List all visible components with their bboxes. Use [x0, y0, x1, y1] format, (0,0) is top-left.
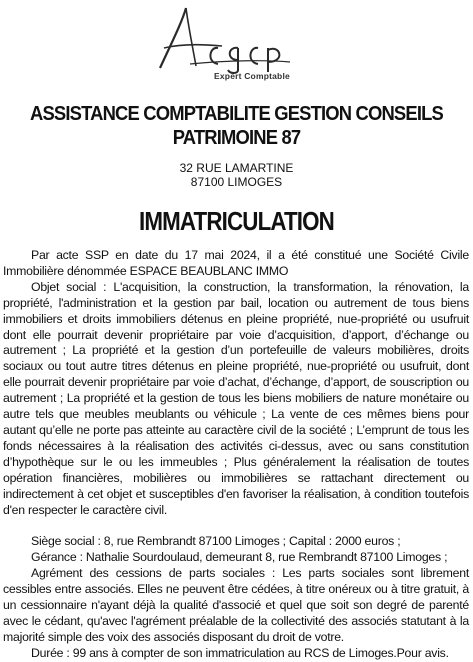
org-name-line2: PATRIMOINE 87: [172, 127, 301, 149]
paragraph-duree: Durée : 99 ans à compter de son immatriculation au RCS de Limoges.Pour avis.: [31, 645, 449, 660]
notice-title: IMMATRICULATION: [139, 206, 334, 236]
logo-tagline: Expert Comptable: [214, 71, 290, 81]
paragraph-siege-capital: Siège social : 8, rue Rembrandt 87100 Limoges ; Capital : 2000 euros ;: [31, 534, 401, 549]
address-street: 32 RUE LAMARTINE: [179, 161, 294, 175]
company-logo: [130, 4, 330, 86]
acgcp-logo-icon: [130, 4, 330, 74]
paragraph-objet-social: Objet social : L'acquisition, la construction, la transformation, la rénovation, la propriété, l'administration et la gestion par bail, location ou autrement de tous biens immobiliers et droits immobiliers détenus en pleine propriété, nue-propriété ou usufruit dont elle pourrait devenir propriétaire par voie d’acquisition, d’apport, d’échange ou autrement ; La propriété et la gestion d’un portefeuille de valeurs mobilières, droits sociaux ou tout autre titres détenus en pleine propriété, nue-propriété ou usufruit, dont elle pourrait devenir propriétaire par voie d’achat, d’échange, d’apport, de souscription ou autrement ; La propriété et la gestion de tous les biens mobiliers de nature monétaire ou autre tels que meubles meublants ou véhicule ; La vente de ces mêmes biens pour autant qu’elle ne porte pas atteinte au caractère civil de la société ; L’emprunt de tous les fonds nécessaires à la réalisation des activités ci-dessus, avec ou sans constitution d’hypothèque sur le ou les immeubles ; Plus généralement la réalisation de toutes opération financières, mobilières ou immobilières se rattachant directement ou indirectement à cet objet et susceptibles d'en favoriser la réalisation, à condition toutefois d'en respecter le caractère civil.: [3, 279, 469, 517]
paragraph-gerance: Gérance : Nathalie Sourdoulaud, demeurant 8, rue Rembrandt 87100 Limoges ;: [31, 550, 448, 565]
paragraph-constitution: Par acte SSP en date du 17 mai 2024, il a été constitué une Société Civile Immobilière dénommée ESPACE BEAUBLANC IMMO: [3, 248, 469, 278]
notice-body: [3, 248, 469, 662]
paragraph-agrement: Agrément des cessions de parts sociales : Les parts sociales sont librement cessibles entre associés. Elles ne peuvent être cédées, à titre onéreux ou à titre gratuit, à un cessionnaire n'ayant déjà la qualité d'associé et quel que soit son degré de parenté avec le cédant, qu'avec l'agrément préalable de la collectivité des associés statutant à la majorité simple des voix des associés disposant du droit de votre.: [3, 566, 469, 644]
address-city: 87100 LIMOGES: [190, 175, 283, 189]
org-name-line1: ASSISTANCE COMPTABILITE GESTION CONSEILS: [30, 103, 443, 125]
